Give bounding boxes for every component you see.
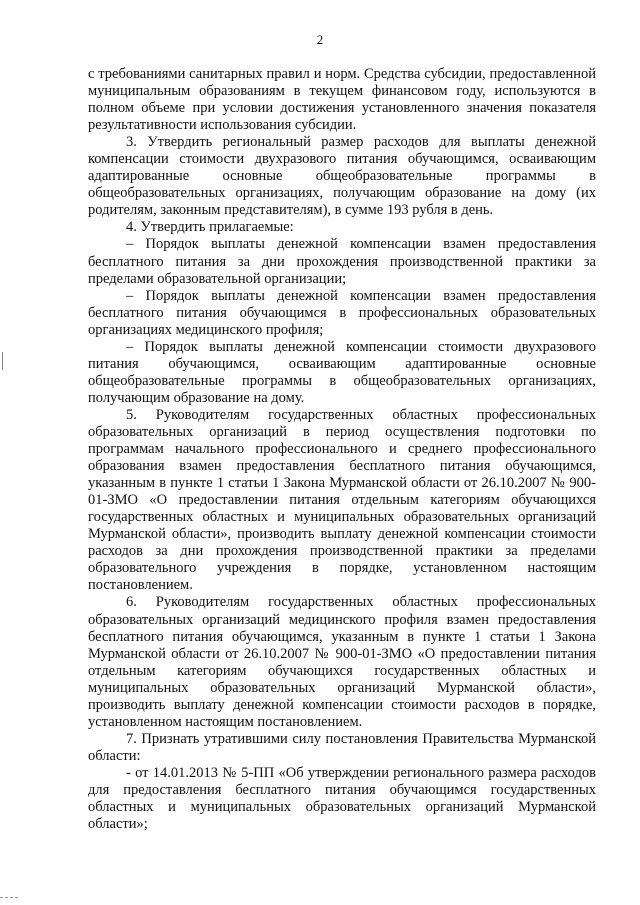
paragraph-item-5: 5. Руководителям государственных областных профессиональных образовательных организаций в период осуществления подготовки по программам начального профессионального и среднего профессионального образования взамен предоставления бесплатного питания обучающимся, указанным в пункте 1 статьи 1 Закона Мурманской области от 26.10.2007 № 900-01-ЗМО «О предоставлении питания отдельным категориям обучающихся государственных областных и муниципальных образовательных организаций Мурманской области», производить выплату денежной компенсации стоимости расходов за дни прохождения производственной практики за пределами образовательного учреждения в порядке, установленном настоящим постановлением.	[88, 406, 596, 594]
scan-edge-mark	[0, 897, 18, 899]
scan-margin-mark	[2, 352, 3, 370]
paragraph-item-6: 6. Руководителям государственных областных профессиональных образовательных организаций медицинского профиля взамен предоставления бесплатного питания обучающимся, указанным в пункте 1 статьи 1 Закона Мурманской области от 26.10.2007 № 900-01-ЗМО «О предоставлении питания отдельным категориям обучающихся государственных областных и муниципальных образовательных организаций Мурманской области», производить выплату денежной компенсации стоимости расходов в порядке, установленном настоящим постановлением.	[88, 594, 596, 730]
paragraph-item-7: 7. Признать утратившими силу постановления Правительства Мурманской области:	[88, 730, 596, 764]
paragraph-item-4: 4. Утвердить прилагаемые:	[126, 219, 294, 236]
document-body	[88, 66, 596, 833]
paragraph-repealed-decree: - от 14.01.2013 № 5-ПП «Об утверждении регионального размера расходов для предоставления бесплатного питания обучающимся государственных областных и муниципальных образовательных организаций Мурманской области»;	[88, 764, 596, 833]
paragraph-order-medical: – Порядок выплаты денежной компенсации взамен предоставления бесплатного питания обучающимся в профессиональных образовательных организациях медицинского профиля;	[88, 287, 596, 338]
paragraph-item-3: 3. Утвердить региональный размер расходов для выплаты денежной компенсации стоимости двухразового питания обучающимся, осваивающим адаптированные основные общеобразовательные программы в общеобразовательных организациях, получающим образование на дому (их родителям, законным представителям), в сумме 193 рубля в день.	[88, 134, 596, 219]
page-number: 2	[316, 32, 324, 47]
paragraph-order-practice: – Порядок выплаты денежной компенсации взамен предоставления бесплатного питания за дни прохождения производственной практики за пределами образовательной организации;	[88, 236, 596, 287]
paragraph-order-home-education: – Порядок выплаты денежной компенсации стоимости двухразового питания обучающимся, осваивающим адаптированные основные общеобразовательные программы в общеобразовательных организациях, получающим образование на дому.	[88, 338, 596, 406]
paragraph-subsidy-continuation: с требованиями санитарных правил и норм. Средства субсидии, предоставленной муниципальным образованиям в текущем финансовом году, используются в полном объеме при условии достижения установленного значения показателя результативности использования субсидии.	[88, 66, 596, 134]
